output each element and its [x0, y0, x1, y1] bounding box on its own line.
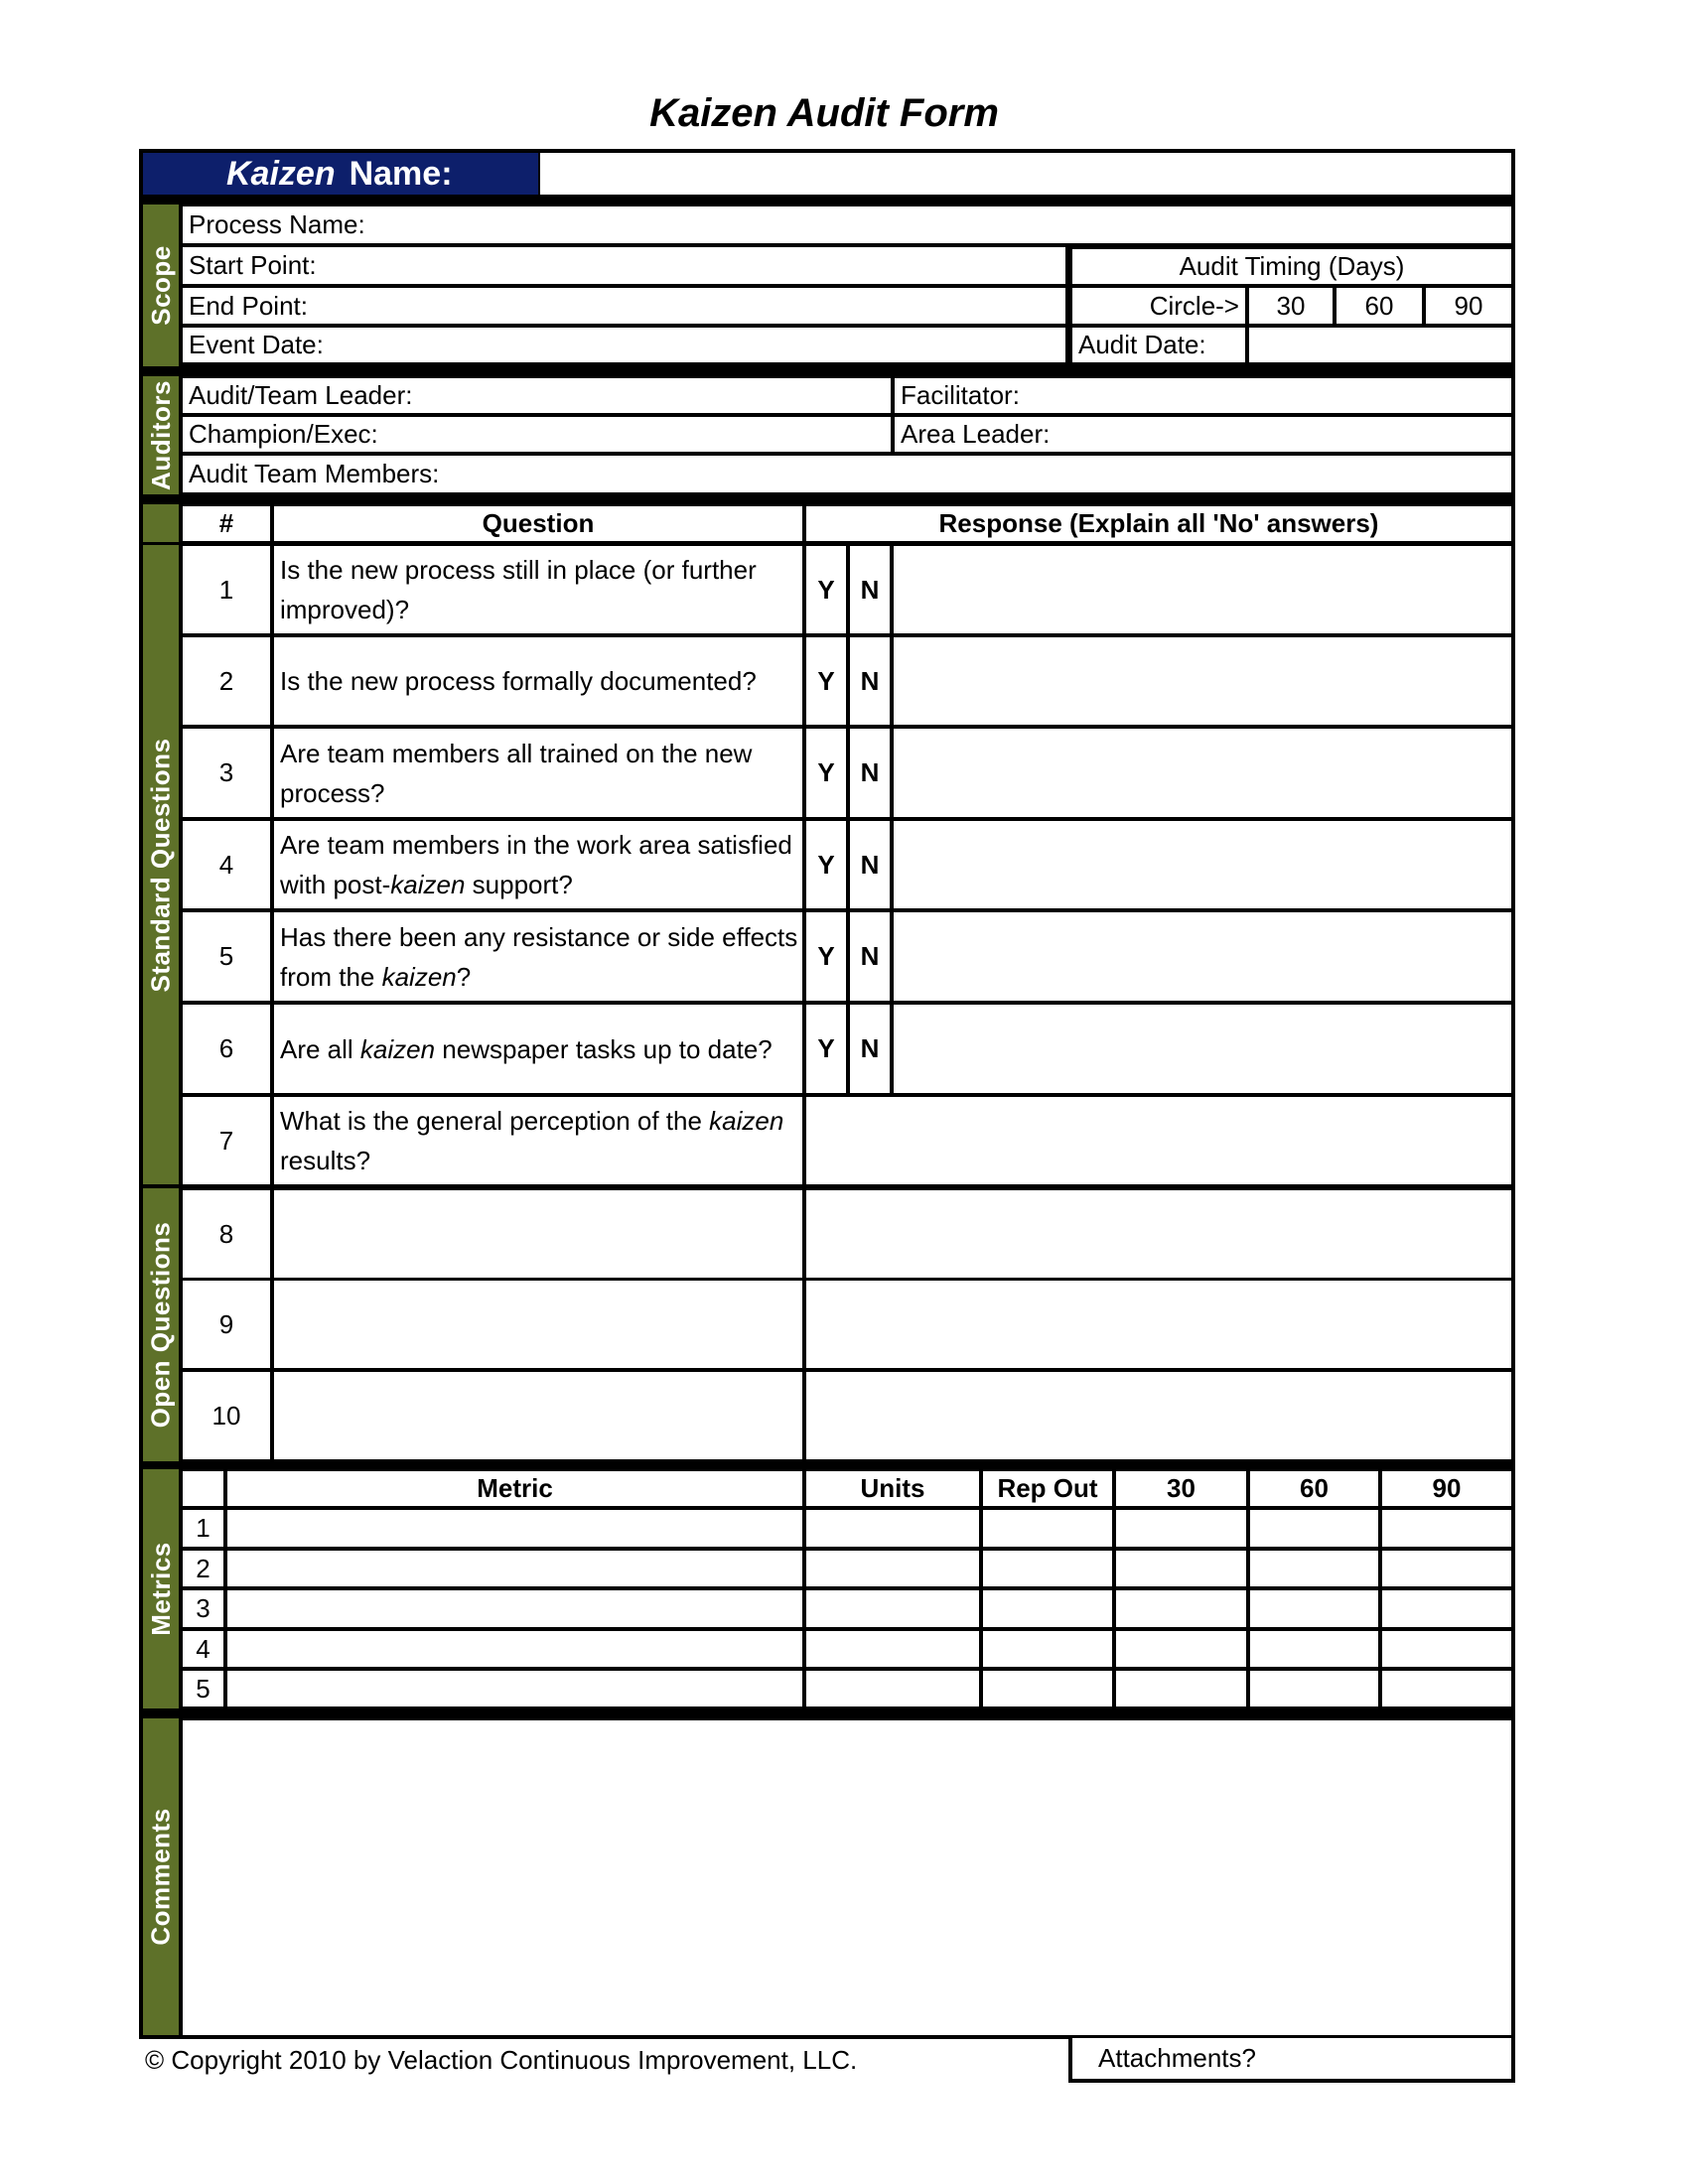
question-num: 8	[183, 1190, 270, 1278]
champion-field[interactable]: Champion/Exec:	[183, 417, 891, 452]
circle-label: Circle->	[1072, 288, 1245, 324]
yes-option[interactable]: Y	[806, 729, 846, 817]
col-header-60: 60	[1250, 1471, 1378, 1506]
yes-option[interactable]: Y	[806, 912, 846, 1001]
units-input[interactable]	[806, 1590, 979, 1627]
col-header-90: 90	[1382, 1471, 1511, 1506]
section-auditors: Auditors	[143, 376, 179, 494]
question-text: Has there been any resistance or side effects from the kaizen?	[274, 912, 802, 1001]
no-option[interactable]: N	[850, 1005, 890, 1093]
col-header-units: Units	[806, 1471, 979, 1506]
metric-row-num: 5	[183, 1671, 223, 1706]
metric-input[interactable]	[227, 1671, 802, 1706]
rep-out-input[interactable]	[983, 1631, 1112, 1667]
rep-out-input[interactable]	[983, 1590, 1112, 1627]
name-label: Name:	[349, 154, 453, 193]
area-leader-field[interactable]: Area Leader:	[895, 417, 1511, 452]
audit-date-input[interactable]	[1249, 328, 1511, 362]
audit-date-label: Audit Date:	[1072, 328, 1245, 362]
question-text: Is the new process still in place (or further improved)?	[274, 546, 802, 633]
page-title: Kaizen Audit Form	[649, 91, 999, 135]
question-text: Are team members in the work area satisfied with post-kaizen support?	[274, 821, 802, 908]
response-input[interactable]	[894, 912, 1511, 1001]
day60-input[interactable]	[1250, 1671, 1378, 1706]
question-num: 6	[183, 1005, 270, 1093]
rep-out-input[interactable]	[983, 1510, 1112, 1547]
day90-input[interactable]	[1382, 1590, 1511, 1627]
yes-option[interactable]: Y	[806, 637, 846, 725]
no-option[interactable]: N	[850, 912, 890, 1001]
section-open-questions: Open Questions	[143, 1188, 179, 1461]
rep-out-input[interactable]	[983, 1671, 1112, 1706]
col-header-metric: Metric	[227, 1471, 802, 1506]
day30-input[interactable]	[1116, 1631, 1246, 1667]
question-num: 2	[183, 637, 270, 725]
timing-option-90[interactable]: 90	[1426, 288, 1511, 324]
section-scope: Scope	[143, 205, 179, 366]
metric-row-num: 4	[183, 1631, 223, 1667]
question-text: Is the new process formally documented?	[274, 637, 802, 725]
section-spacer	[143, 504, 179, 542]
rep-out-input[interactable]	[983, 1551, 1112, 1586]
yes-option[interactable]: Y	[806, 1005, 846, 1093]
day30-input[interactable]	[1116, 1551, 1246, 1586]
response-input[interactable]	[894, 729, 1511, 817]
day30-input[interactable]	[1116, 1590, 1246, 1627]
kaizen-name-input[interactable]	[540, 153, 1511, 195]
day90-input[interactable]	[1382, 1510, 1511, 1547]
day90-input[interactable]	[1382, 1551, 1511, 1586]
copyright-text: © Copyright 2010 by Velaction Continuous Improvement, LLC.	[145, 2045, 858, 2075]
response-input[interactable]	[806, 1097, 1511, 1184]
question-text: What is the general perception of the kaizen results?	[274, 1097, 802, 1184]
col-header-response: Response (Explain all 'No' answers)	[806, 506, 1511, 541]
no-option[interactable]: N	[850, 546, 890, 633]
yes-option[interactable]: Y	[806, 821, 846, 908]
kaizen-italic: Kaizen	[226, 154, 336, 193]
yes-option[interactable]: Y	[806, 546, 846, 633]
event-date-field[interactable]: Event Date:	[183, 328, 1065, 362]
open-question-input[interactable]	[274, 1281, 802, 1368]
timing-option-30[interactable]: 30	[1249, 288, 1333, 324]
metric-input[interactable]	[227, 1551, 802, 1586]
section-comments: Comments	[143, 1718, 179, 2035]
section-metrics: Metrics	[143, 1469, 179, 1708]
team-leader-field[interactable]: Audit/Team Leader:	[183, 378, 891, 413]
open-question-input[interactable]	[274, 1372, 802, 1459]
day60-input[interactable]	[1250, 1590, 1378, 1627]
day30-input[interactable]	[1116, 1510, 1246, 1547]
response-input[interactable]	[894, 1005, 1511, 1093]
response-input[interactable]	[806, 1372, 1511, 1459]
col-header-num: #	[183, 506, 270, 541]
metric-num-header	[183, 1471, 223, 1506]
question-num: 7	[183, 1097, 270, 1184]
end-point-field[interactable]: End Point:	[183, 288, 1065, 324]
day90-input[interactable]	[1382, 1631, 1511, 1667]
metric-input[interactable]	[227, 1631, 802, 1667]
day90-input[interactable]	[1382, 1671, 1511, 1706]
attachments-label: Attachments?	[1098, 2043, 1256, 2073]
day60-input[interactable]	[1250, 1631, 1378, 1667]
open-question-input[interactable]	[274, 1190, 802, 1278]
units-input[interactable]	[806, 1671, 979, 1706]
metric-row-num: 1	[183, 1510, 223, 1547]
no-option[interactable]: N	[850, 637, 890, 725]
units-input[interactable]	[806, 1551, 979, 1586]
col-header-question: Question	[274, 506, 802, 541]
attachments-field[interactable]	[1068, 2038, 1515, 2083]
metric-row-num: 3	[183, 1590, 223, 1627]
question-num: 5	[183, 912, 270, 1001]
response-input[interactable]	[894, 637, 1511, 725]
response-input[interactable]	[806, 1190, 1511, 1278]
units-input[interactable]	[806, 1631, 979, 1667]
response-input[interactable]	[894, 546, 1511, 633]
question-num: 9	[183, 1281, 270, 1368]
metric-input[interactable]	[227, 1590, 802, 1627]
response-input[interactable]	[806, 1281, 1511, 1368]
question-text: Are all kaizen newspaper tasks up to date?	[274, 1005, 802, 1093]
comments-input[interactable]	[183, 1720, 1511, 2035]
metric-row-num: 2	[183, 1551, 223, 1586]
question-text: Are team members all trained on the new process?	[274, 729, 802, 817]
audit-timing-label: Audit Timing (Days)	[1072, 249, 1511, 284]
response-input[interactable]	[894, 821, 1511, 908]
no-option[interactable]: N	[850, 821, 890, 908]
question-num: 10	[183, 1372, 270, 1459]
team-members-field[interactable]: Audit Team Members:	[183, 456, 1511, 492]
col-header-rep-out: Rep Out	[983, 1471, 1112, 1506]
day60-input[interactable]	[1250, 1510, 1378, 1547]
metric-input[interactable]	[227, 1510, 802, 1547]
kaizen-name-label	[143, 153, 538, 195]
question-num: 4	[183, 821, 270, 908]
facilitator-field[interactable]: Facilitator:	[895, 378, 1511, 413]
units-input[interactable]	[806, 1510, 979, 1547]
question-num: 1	[183, 546, 270, 633]
process-name-field[interactable]: Process Name:	[183, 206, 1511, 243]
col-header-30: 30	[1116, 1471, 1246, 1506]
timing-option-60[interactable]: 60	[1336, 288, 1422, 324]
question-num: 3	[183, 729, 270, 817]
no-option[interactable]: N	[850, 729, 890, 817]
day60-input[interactable]	[1250, 1551, 1378, 1586]
section-standard-questions: Standard Questions	[143, 545, 179, 1184]
day30-input[interactable]	[1116, 1671, 1246, 1706]
start-point-field[interactable]: Start Point:	[183, 247, 1065, 284]
